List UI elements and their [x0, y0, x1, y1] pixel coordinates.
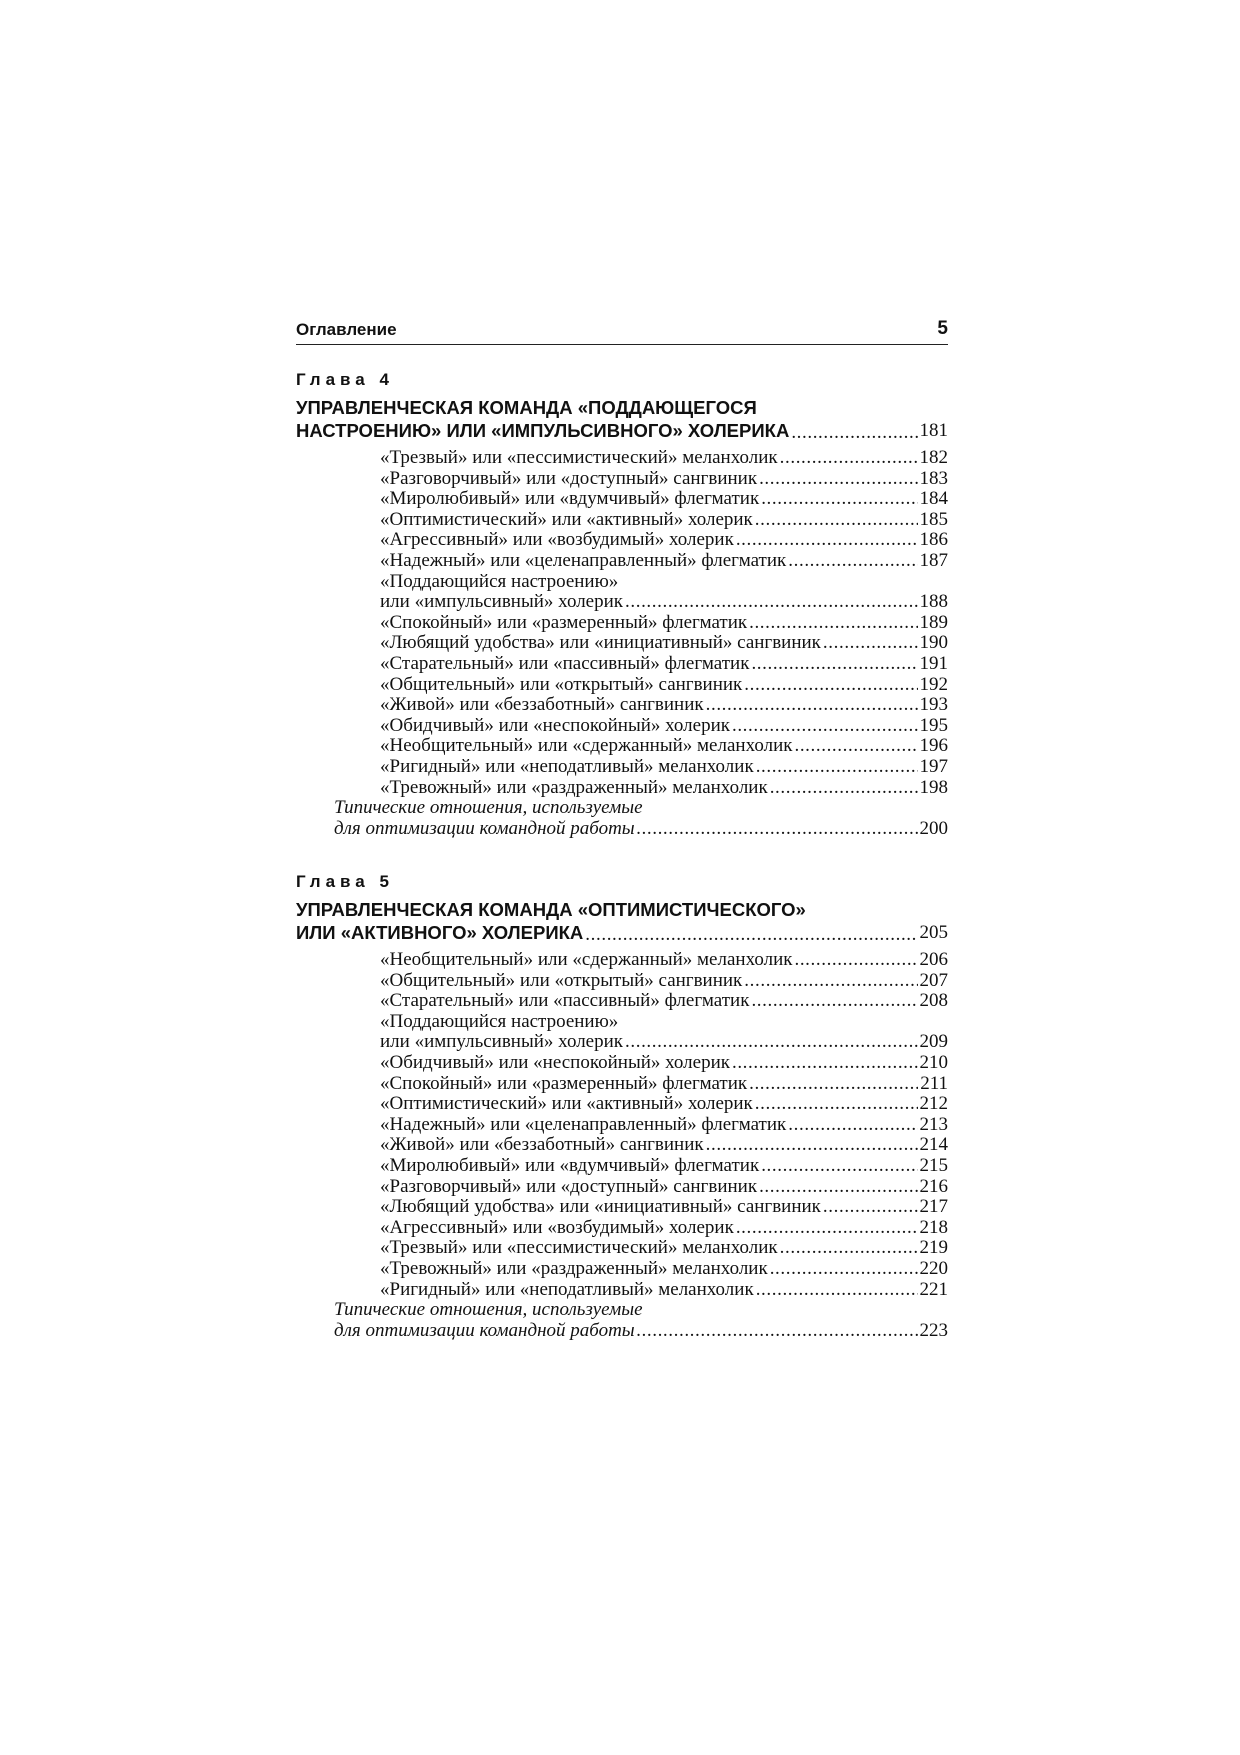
dot-leader — [761, 1156, 917, 1177]
toc-entry-text: «Разговорчивый» или «доступный» сангвиник — [380, 1175, 758, 1197]
toc-entry[interactable] — [296, 757, 948, 778]
toc-entry[interactable] — [296, 1094, 948, 1115]
toc-entry[interactable] — [296, 1197, 948, 1218]
toc-entry-text: «Живой» или «беззаботный» сангвиник — [380, 1134, 704, 1156]
toc-entry[interactable] — [296, 551, 948, 572]
toc-entry-text: «Миролюбивый» или «вдумчивый» флегматик — [380, 488, 760, 510]
toc-entry-text: «Миролюбивый» или «вдумчивый» флегматик — [380, 1154, 760, 1176]
dot-leader — [794, 950, 917, 971]
toc-entry-text: «Агрессивный» или «возбудимый» холерик — [380, 529, 734, 551]
toc-entry[interactable] — [296, 448, 948, 469]
toc-entry[interactable] — [296, 1053, 948, 1074]
toc-entry-text: или «импульсивный» холерик — [380, 1031, 624, 1053]
toc-entry-text: «Любящий удобства» или «инициативный» сангвиник — [380, 1196, 821, 1218]
toc-entry-text: «Трезвый» или «пессимистический» меланхолик — [380, 447, 778, 468]
chapter-4-title-page: 181 — [919, 420, 948, 441]
dot-leader — [755, 1094, 918, 1115]
toc-entry-text: «Разговорчивый» или «доступный» сангвиник — [380, 467, 758, 489]
toc-entry-text: «Любящий удобства» или «инициативный» сангвиник — [380, 632, 821, 654]
dot-leader — [706, 1135, 918, 1156]
dot-leader — [770, 778, 918, 799]
toc-summary-page: 223 — [919, 1319, 948, 1341]
toc-entry[interactable] — [296, 1135, 948, 1156]
toc-summary-text: для оптимизации командной работы — [334, 817, 635, 839]
dot-leader — [761, 489, 917, 510]
toc-summary-text: для оптимизации командной работы — [334, 1319, 635, 1341]
toc-summary-first-line[interactable]: Типические отношения, используемые — [334, 1299, 643, 1321]
toc-entry[interactable] — [296, 695, 948, 716]
toc-entry-text: «Спокойный» или «размеренный» флегматик — [380, 611, 748, 633]
toc-entry-page: 196 — [919, 735, 948, 757]
toc-entry[interactable] — [296, 736, 948, 757]
toc-entry-page: 219 — [919, 1237, 948, 1259]
toc-entry-first-line[interactable]: «Поддающийся настроению» — [380, 570, 619, 592]
toc-entry[interactable] — [296, 991, 948, 1012]
toc-entry-page: 187 — [919, 549, 948, 571]
toc-entry-text: «Обидчивый» или «неспокойный» холерик — [380, 1051, 730, 1073]
toc-entry-page: 215 — [919, 1154, 948, 1176]
toc-entry-page: 193 — [919, 694, 948, 716]
toc-entry-text: «Обидчивый» или «неспокойный» холерик — [380, 714, 730, 736]
dot-leader — [759, 469, 917, 490]
toc-entry-text: «Необщительный» или «сдержанный» меланхолик — [380, 735, 793, 757]
dot-leader — [756, 1280, 918, 1301]
toc-entry[interactable] — [296, 469, 948, 490]
toc-summary-entry[interactable] — [296, 819, 948, 840]
chapter-4-title-line-1: УПРАВЛЕНЧЕСКАЯ КОМАНДА «ПОДДАЮЩЕГОСЯ — [296, 397, 757, 418]
running-header — [296, 318, 948, 345]
dot-leader — [637, 1321, 918, 1342]
dot-leader — [625, 1032, 917, 1053]
toc-entry[interactable] — [296, 1280, 948, 1301]
toc-entry-text: «Живой» или «беззаботный» сангвиник — [380, 694, 704, 716]
toc-entry-text: «Надежный» или «целенаправленный» флегматик — [380, 1113, 787, 1135]
dot-leader — [756, 757, 918, 778]
dot-leader — [823, 1197, 918, 1218]
chapter-5-section — [296, 872, 948, 1341]
toc-entry[interactable] — [296, 613, 948, 634]
toc-entry-page: 183 — [919, 467, 948, 489]
toc-entry[interactable] — [296, 1032, 948, 1053]
toc-entry-page: 212 — [919, 1093, 948, 1115]
toc-entry-text: «Старательный» или «пассивный» флегматик — [380, 990, 750, 1012]
toc-entry-text: «Старательный» или «пассивный» флегматик — [380, 652, 750, 674]
chapter-4-section — [296, 370, 948, 839]
toc-entry-page: 214 — [919, 1134, 948, 1156]
toc-entry-page: 211 — [920, 1072, 948, 1094]
toc-entry-page: 213 — [919, 1113, 948, 1135]
toc-entry[interactable] — [296, 950, 948, 971]
toc-entry-text: «Ригидный» или «неподатливый» меланхолик — [380, 755, 754, 777]
toc-entry[interactable] — [296, 633, 948, 654]
dot-leader — [788, 551, 917, 572]
toc-entry-page: 220 — [919, 1257, 948, 1279]
toc-entry-page: 206 — [919, 949, 948, 970]
toc-entry[interactable] — [296, 778, 948, 799]
toc-entry-text: «Тревожный» или «раздраженный» меланхолик — [380, 1257, 768, 1279]
toc-entry-page: 185 — [919, 508, 948, 530]
chapter-5-title — [296, 898, 948, 944]
toc-entry-page: 197 — [919, 755, 948, 777]
chapter-5-title-line-1: УПРАВЛЕНЧЕСКАЯ КОМАНДА «ОПТИМИСТИЧЕСКОГО» — [296, 899, 806, 920]
toc-entry[interactable] — [296, 654, 948, 675]
dot-leader — [759, 1177, 917, 1198]
chapter-5-title-row[interactable] — [296, 921, 948, 944]
toc-entry-page: 218 — [919, 1216, 948, 1238]
dot-leader — [770, 1259, 918, 1280]
toc-entry-page: 188 — [919, 591, 948, 613]
dot-leader — [625, 592, 917, 613]
toc-entry-page: 221 — [919, 1278, 948, 1300]
toc-entry-text: «Оптимистический» или «активный» холерик — [380, 508, 753, 530]
toc-entry-text: «Тревожный» или «раздраженный» меланхолик — [380, 776, 768, 798]
toc-entry-text: «Спокойный» или «размеренный» флегматик — [380, 1072, 748, 1094]
dot-leader — [751, 991, 917, 1012]
dot-leader — [751, 654, 917, 675]
chapter-5-entries — [296, 950, 948, 1341]
toc-entry-page: 195 — [919, 714, 948, 736]
dot-leader — [744, 675, 917, 696]
dot-leader — [637, 819, 918, 840]
dot-leader — [585, 923, 917, 944]
toc-entry-page: 190 — [919, 632, 948, 654]
toc-entry-page: 192 — [919, 673, 948, 695]
dot-leader — [732, 1053, 918, 1074]
toc-summary-entry[interactable] — [296, 1321, 948, 1342]
toc-entry-page: 216 — [919, 1175, 948, 1197]
dot-leader — [780, 1238, 918, 1259]
chapter-4-title-line-2: НАСТРОЕНИЮ» ИЛИ «ИМПУЛЬСИВНОГО» ХОЛЕРИКА — [296, 420, 790, 441]
toc-entry-text: «Общительный» или «открытый» сангвиник — [380, 969, 743, 991]
toc-entry[interactable] — [296, 716, 948, 737]
toc-entry-page: 182 — [919, 447, 948, 468]
toc-entry-text: «Агрессивный» или «возбудимый» холерик — [380, 1216, 734, 1238]
toc-entry-text: «Оптимистический» или «активный» холерик — [380, 1093, 753, 1115]
toc-entry-text: «Необщительный» или «сдержанный» меланхолик — [380, 949, 793, 970]
dot-leader — [749, 613, 917, 634]
toc-entry-text: «Ригидный» или «неподатливый» меланхолик — [380, 1278, 754, 1300]
toc-entry-page: 217 — [919, 1196, 948, 1218]
chapter-4-entries — [296, 448, 948, 839]
chapter-5-label: Глава 5 — [296, 872, 394, 891]
dot-leader — [736, 1218, 918, 1239]
chapter-4-title — [296, 396, 948, 442]
toc-entry-page: 191 — [919, 652, 948, 674]
dot-leader — [755, 510, 918, 531]
toc-entry[interactable] — [296, 530, 948, 551]
dot-leader — [744, 971, 917, 992]
dot-leader — [732, 716, 918, 737]
dot-leader — [749, 1074, 918, 1095]
running-header-title: Оглавление — [296, 320, 397, 339]
toc-entry-text: «Трезвый» или «пессимистический» меланхолик — [380, 1237, 778, 1259]
dot-leader — [791, 421, 917, 442]
toc-entry-page: 198 — [919, 776, 948, 798]
toc-entry[interactable] — [296, 1218, 948, 1239]
toc-entry[interactable] — [296, 1074, 948, 1095]
toc-entry[interactable] — [296, 1259, 948, 1280]
toc-entry-page: 208 — [919, 990, 948, 1012]
toc-entry-page: 207 — [919, 969, 948, 991]
toc-entry[interactable] — [296, 592, 948, 613]
toc-entry-text: или «импульсивный» холерик — [380, 591, 624, 613]
toc-entry-page: 184 — [919, 488, 948, 510]
toc-entry[interactable] — [296, 1156, 948, 1177]
dot-leader — [794, 736, 917, 757]
toc-entry-page: 186 — [919, 529, 948, 551]
toc-entry[interactable] — [296, 489, 948, 510]
toc-entry-page: 209 — [919, 1031, 948, 1053]
dot-leader — [736, 530, 918, 551]
dot-leader — [780, 448, 918, 469]
toc-entry[interactable] — [296, 510, 948, 531]
toc-entry-text: «Надежный» или «целенаправленный» флегматик — [380, 549, 787, 571]
toc-entry[interactable] — [296, 971, 948, 992]
chapter-5-title-line-2: ИЛИ «АКТИВНОГО» ХОЛЕРИКА — [296, 922, 584, 943]
toc-entry-text: «Общительный» или «открытый» сангвиник — [380, 673, 743, 695]
toc-summary-first-line[interactable]: Типические отношения, используемые — [334, 797, 643, 819]
toc-entry-page: 210 — [919, 1051, 948, 1073]
toc-entry[interactable] — [296, 675, 948, 696]
chapter-4-title-row[interactable] — [296, 419, 948, 442]
dot-leader — [788, 1115, 917, 1136]
chapter-5-title-page: 205 — [919, 922, 948, 943]
dot-leader — [706, 695, 918, 716]
toc-entry[interactable] — [296, 1238, 948, 1259]
page-number: 5 — [937, 318, 948, 339]
toc-summary-page: 200 — [919, 817, 948, 839]
toc-entry[interactable] — [296, 1115, 948, 1136]
toc-entry[interactable] — [296, 1177, 948, 1198]
toc-entry-first-line[interactable]: «Поддающийся настроению» — [380, 1010, 619, 1032]
toc-entry-page: 189 — [919, 611, 948, 633]
chapter-4-label: Глава 4 — [296, 370, 394, 389]
dot-leader — [823, 633, 918, 654]
